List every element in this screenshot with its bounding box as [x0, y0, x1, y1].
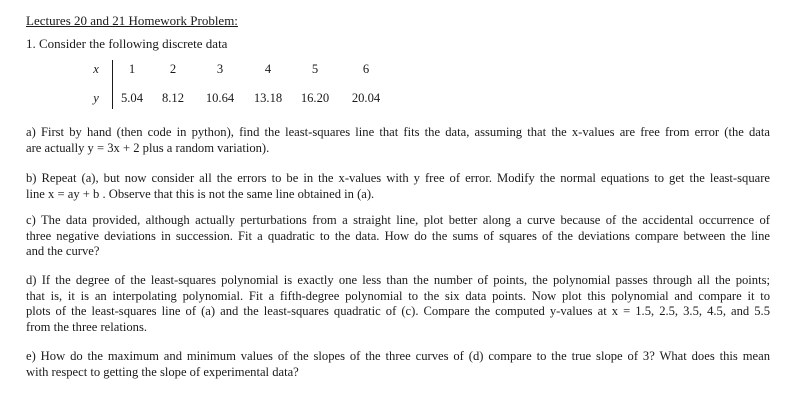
y-value: 10.64 — [205, 91, 235, 106]
x-row — [80, 60, 393, 83]
part-d-line: that is, it is an interpolating polynomial. Fit a fifth-degree polynomial to the six data points. Now plot this polynomial and compare it to — [26, 288, 770, 303]
part-c — [26, 213, 770, 260]
part-d — [26, 273, 770, 335]
y-value: 20.04 — [351, 91, 381, 106]
y-value: 13.18 — [253, 91, 283, 106]
part-a — [26, 125, 770, 156]
part-e-line: with respect to getting the slope of experimental data? — [26, 364, 299, 379]
y-value: 16.20 — [300, 91, 330, 106]
y-value: 5.04 — [120, 91, 144, 106]
x-value: 4 — [264, 62, 272, 76]
part-e-line: e) How do the maximum and minimum values of the slopes of the three curves of (d) compare to the true slope of 3? What does this mean — [26, 349, 770, 363]
x-value: 3 — [216, 62, 224, 76]
part-a-line: are actually y = 3x + 2 plus a random variation). — [26, 140, 270, 155]
part-a-line: a) First by hand (then code in python), find the least-squares line that fits the data, assuming that the x-values are free from error (the data — [26, 125, 770, 139]
part-d-line: from the three relations. — [26, 319, 147, 334]
part-b-line: line x = ay + b . Observe that this is not the same line obtained in (a). — [26, 186, 375, 201]
page-heading: Lectures 20 and 21 Homework Problem: — [26, 13, 238, 28]
part-c-line: three negative deviations in succession. Fit a quadratic to the data. How do the sums of squares of the deviations compare between the line — [26, 228, 770, 243]
y-row — [80, 83, 393, 109]
part-b — [26, 171, 770, 202]
part-c-line: and the curve? — [26, 244, 100, 259]
part-b-line: b) Repeat (a), but now consider all the errors to be in the x-values with y free of error. Modify the normal equations to get the least-square — [26, 171, 770, 185]
part-d-line: d) If the degree of the least-squares polynomial is exactly one less than the number of points, the polynomial passes through all the points; — [26, 273, 770, 287]
x-value: 6 — [362, 62, 370, 76]
data-table — [80, 60, 393, 109]
x-value: 2 — [169, 62, 177, 76]
x-value: 1 — [128, 62, 136, 76]
x-value: 5 — [311, 62, 319, 76]
part-c-line: c) The data provided, although actually perturbations from a straight line, plot better along a curve because of the accidental occurrence of — [26, 213, 770, 227]
problem-intro: 1. Consider the following discrete data — [26, 36, 228, 51]
part-e — [26, 349, 770, 380]
y-label: y — [80, 83, 113, 109]
part-d-line: plots of the least-squares line of (a) and the least-squares quadratic of (c). Compare the computed y-values at x = 1.5, 2.5, 3.5, 4.5, and 5.5 — [26, 304, 770, 319]
y-value: 8.12 — [161, 91, 185, 106]
x-label: x — [80, 60, 113, 83]
